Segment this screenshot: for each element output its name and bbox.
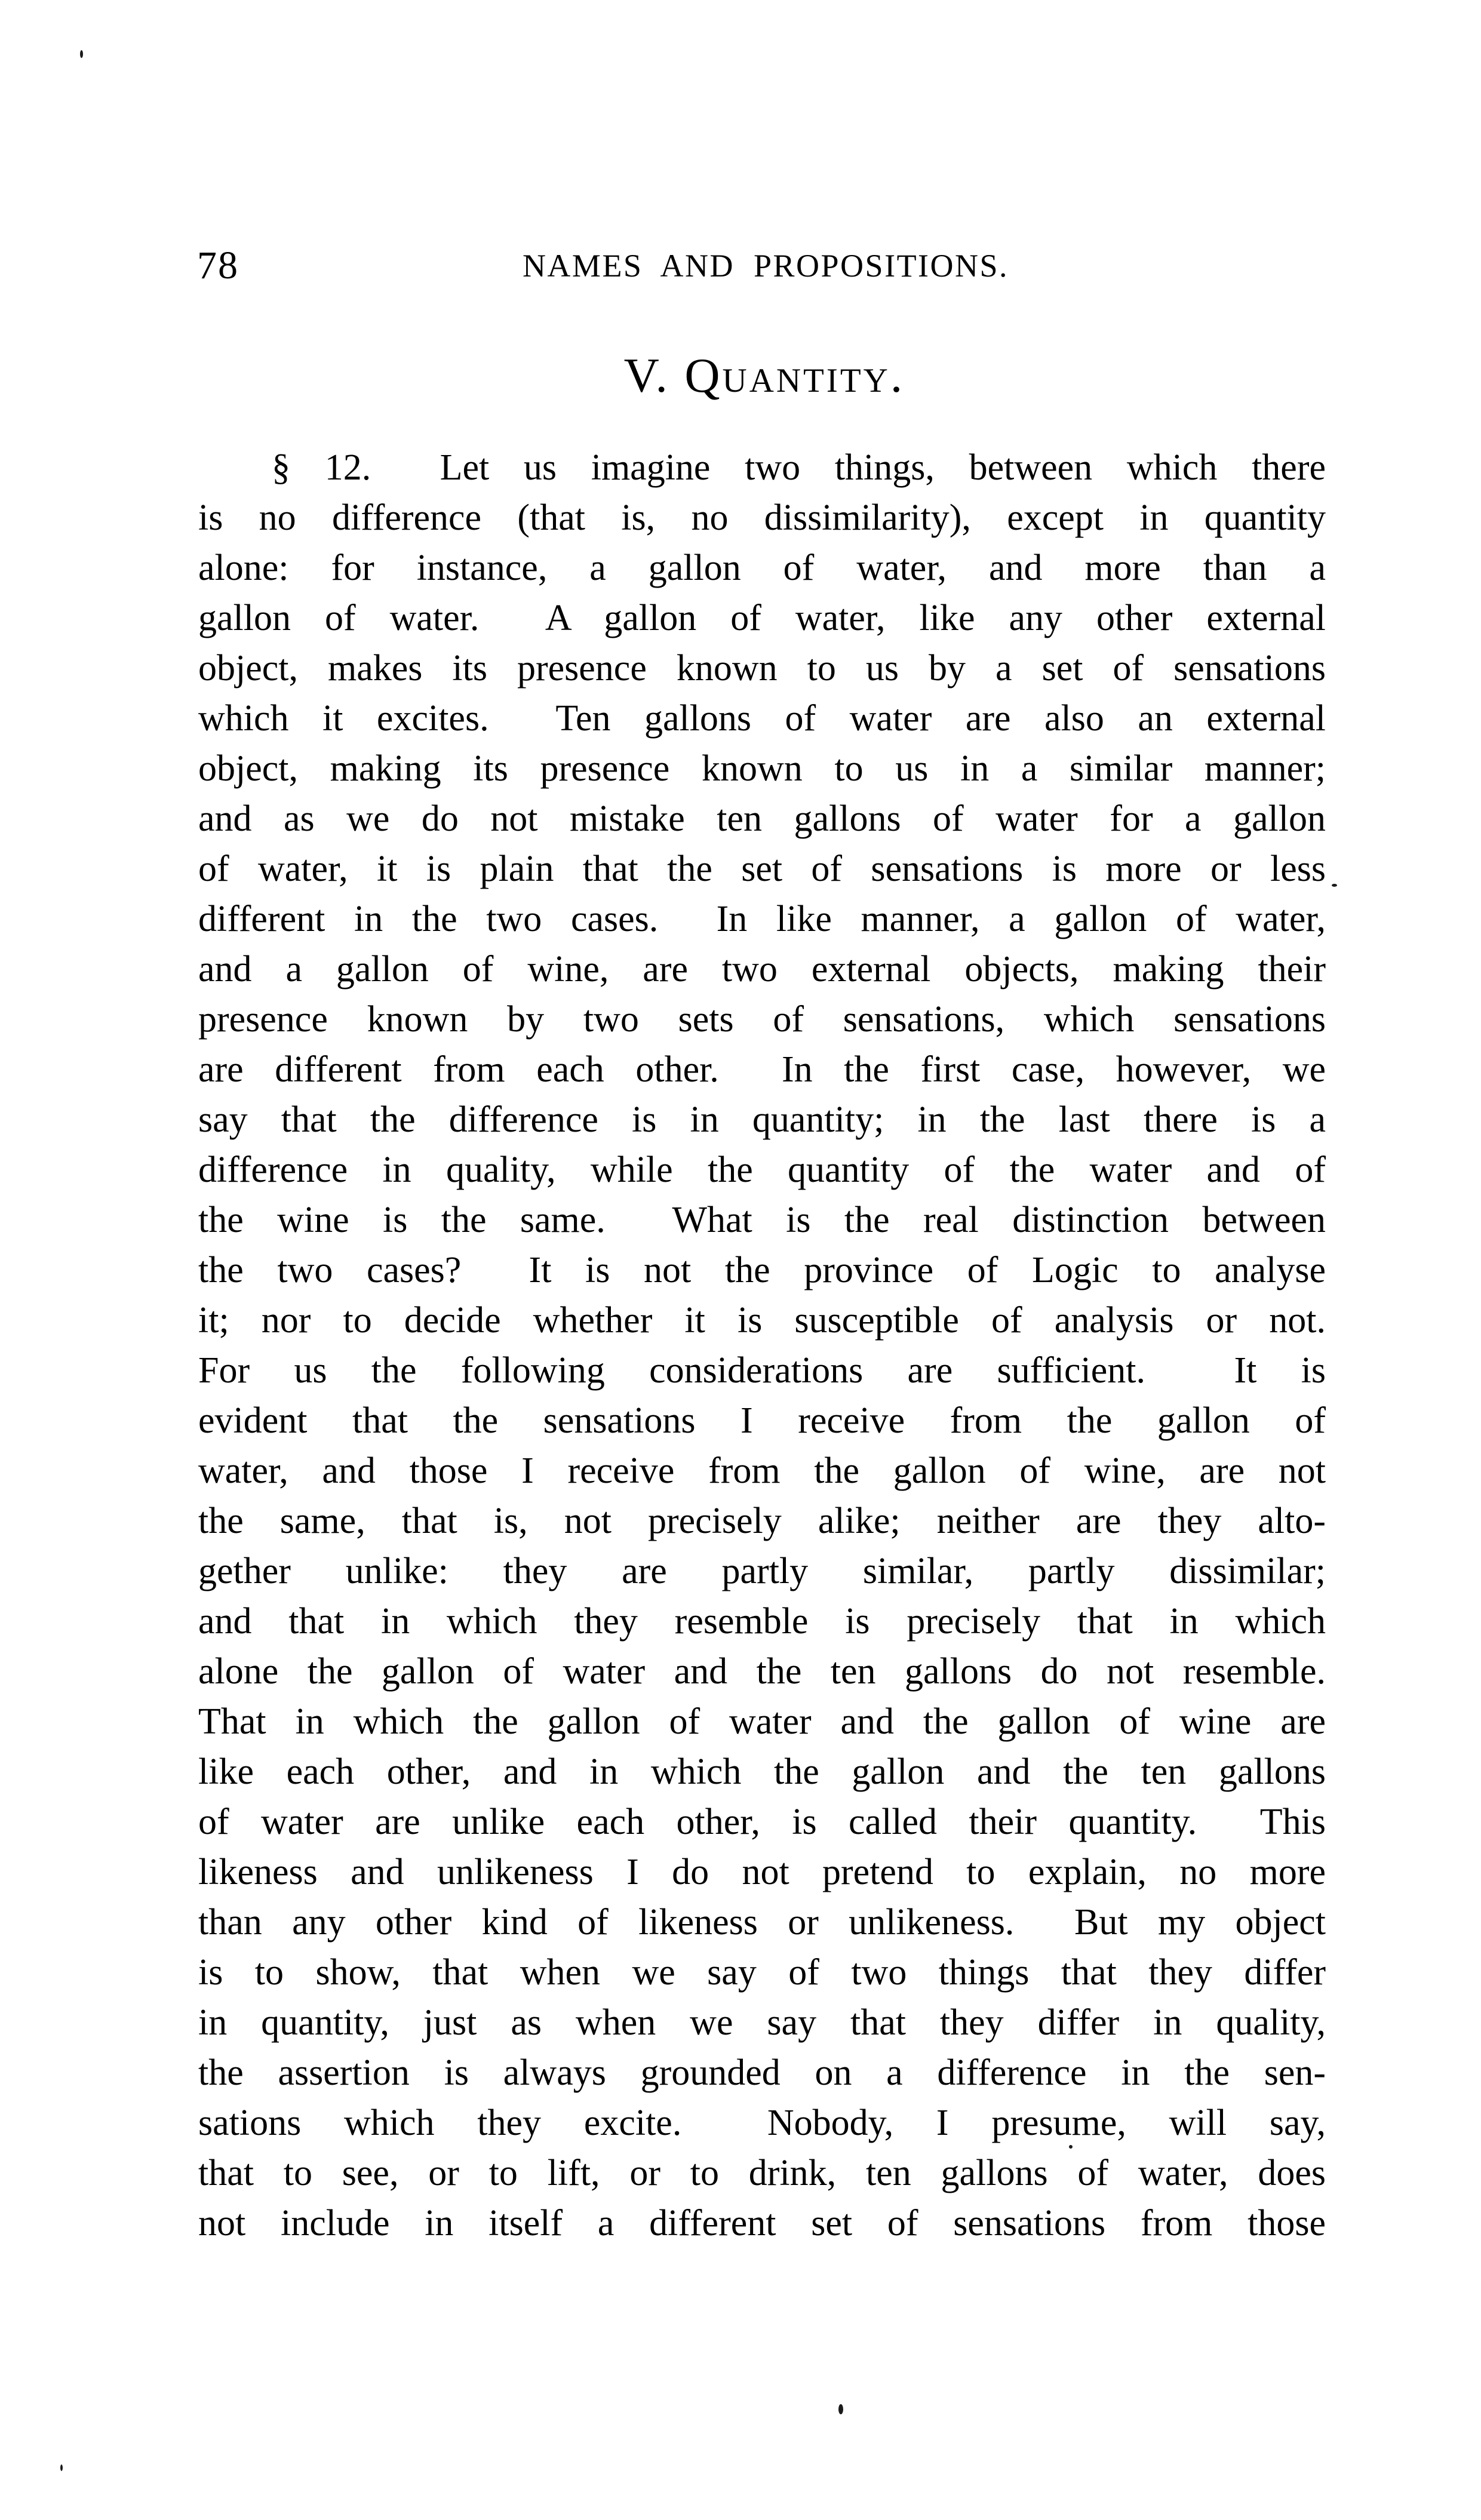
text-line: object, makes its presence known to us by a set of sensations xyxy=(198,648,1326,689)
page-number: 78 xyxy=(197,244,239,287)
text-line: the two cases? It is not the province of Logic to analyse xyxy=(198,1250,1326,1290)
text-line: water, and those I receive from the gallon of wine, are not xyxy=(198,1450,1326,1491)
text-line: it; nor to decide whether it is susceptible of analysis or not. xyxy=(198,1300,1326,1341)
text-line: is to show, that when we say of two things that they differ xyxy=(198,1952,1326,1993)
text-line: and a gallon of wine, are two external objects, making their xyxy=(198,949,1326,989)
ink-speck xyxy=(1332,884,1337,887)
text-line: and as we do not mistake ten gallons of water for a gallon xyxy=(198,798,1326,839)
text-line: than any other kind of likeness or unlikeness. But my object xyxy=(198,1902,1326,1943)
running-title: NAMES AND PROPOSITIONS. xyxy=(522,248,1009,284)
text-line: alone the gallon of water and the ten gallons do not resemble. xyxy=(198,1651,1326,1692)
text-line: alone: for instance, a gallon of water, and more than a xyxy=(198,548,1326,588)
text-line: say that the difference is in quantity; in the last there is a xyxy=(198,1099,1326,1140)
text-line: is no difference (that is, no dissimilarity), except in quantity xyxy=(198,497,1326,538)
text-line: of water are unlike each other, is called their quantity. This xyxy=(198,1802,1326,1842)
text-line: the assertion is always grounded on a difference in the sen- xyxy=(198,2052,1326,2093)
text-line: different in the two cases. In like manner, a gallon of water, xyxy=(198,899,1326,939)
text-line: § 12. Let us imagine two things, between which there xyxy=(272,447,1326,488)
text-line: which it excites. Ten gallons of water are also an external xyxy=(198,698,1326,739)
text-line: likeness and unlikeness I do not pretend to explain, no more xyxy=(198,1852,1326,1892)
text-line: in quantity, just as when we say that they differ in quality, xyxy=(198,2002,1326,2043)
text-line: the same, that is, not precisely alike; neither are they alto- xyxy=(198,1501,1326,1541)
text-line: difference in quality, while the quantity of the water and of xyxy=(198,1150,1326,1190)
text-line: not include in itself a different set of sensations from those xyxy=(198,2203,1326,2244)
ink-speck xyxy=(838,2404,843,2414)
text-line: like each other, and in which the gallon and the ten gallons xyxy=(198,1751,1326,1792)
text-line: sations which they excite. Nobody, I presume, will say, xyxy=(198,2103,1326,2143)
text-line: That in which the gallon of water and the gallon of wine are xyxy=(198,1701,1326,1742)
section-heading: V. Quantity. xyxy=(623,348,905,402)
text-line: presence known by two sets of sensations, which sensations xyxy=(198,999,1326,1040)
text-line: For us the following considerations are sufficient. It is xyxy=(198,1350,1326,1391)
text-line: and that in which they resemble is precisely that in which xyxy=(198,1601,1326,1642)
ink-speck xyxy=(80,50,83,58)
text-line: that to see, or to lift, or to drink, ten gallons of water, does xyxy=(198,2153,1326,2193)
body-text xyxy=(198,442,1326,2248)
text-line: gallon of water. A gallon of water, like any other external xyxy=(198,598,1326,638)
text-line: of water, it is plain that the set of sensations is more or less xyxy=(198,849,1326,889)
text-line: evident that the sensations I receive from the gallon of xyxy=(198,1400,1326,1441)
ink-speck xyxy=(1069,2145,1073,2149)
ink-speck xyxy=(60,2464,63,2471)
text-line: are different from each other. In the first case, however, we xyxy=(198,1049,1326,1090)
text-line: the wine is the same. What is the real distinction between xyxy=(198,1200,1326,1240)
text-line: object, making its presence known to us in a similar manner; xyxy=(198,748,1326,789)
text-line: gether unlike: they are partly similar, partly dissimilar; xyxy=(198,1551,1326,1591)
